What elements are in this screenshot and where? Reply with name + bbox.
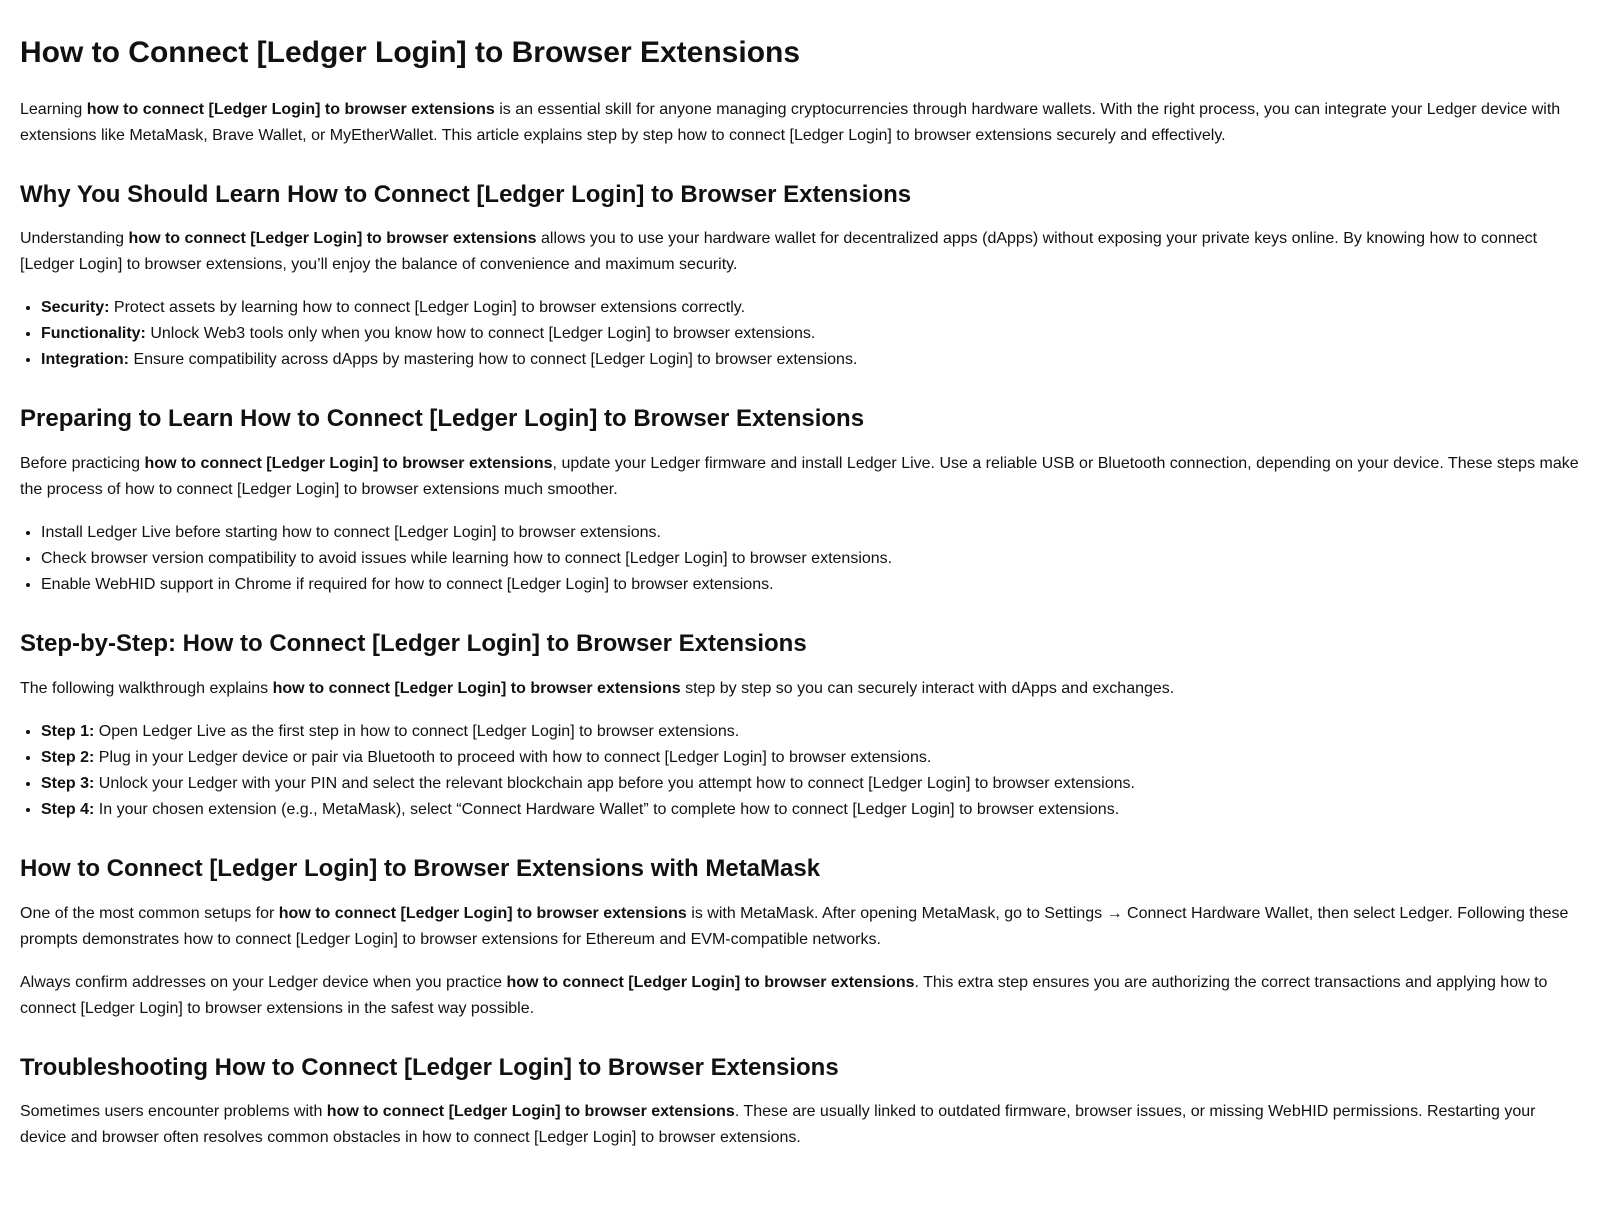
paragraph: Sometimes users encounter problems with how to connect [Ledger Login] to browser extensions. These are usually linked to outdated firmware, browser issues, or missing WebHID permissions. Restarting your device and browser often resolves common obstacles in how to connect [Ledger Login] to browser extensions. bbox=[20, 1103, 1536, 1147]
page-title: How to Connect [Ledger Login] to Browser Extensions bbox=[20, 36, 801, 69]
list-item: • Enable WebHID support in Chrome if required for how to connect [Ledger Login] to browser extensions. bbox=[41, 572, 1580, 598]
list-item: • Install Ledger Live before starting how to connect [Ledger Login] to browser extensions. bbox=[41, 520, 1580, 546]
bold-keyword: how to connect [Ledger Login] to browser extensions bbox=[278, 904, 687, 922]
section-heading: How to Connect [Ledger Login] to Browser Extensions with MetaMask bbox=[20, 854, 821, 882]
bold-keyword: how to connect [Ledger Login] to browser extensions bbox=[326, 1103, 735, 1121]
bold-keyword: Functionality: bbox=[41, 325, 146, 343]
bold-keyword: Security: bbox=[41, 299, 110, 317]
list-item: • Step 4: In your chosen extension (e.g., MetaMask), select “Connect Hardware Wallet” to complete how to connect [Ledger Login] to browser extensions. bbox=[41, 797, 1580, 823]
bold-keyword: Integration: bbox=[41, 351, 129, 369]
paragraph: Always confirm addresses on your Ledger device when you practice how to connect [Ledger Login] to browser extensions. This extra step ensures you are authorizing the correct transactions and applying how to connect [Ledger Login] to browser extensions in the safest way possible. bbox=[20, 973, 1548, 1017]
bold-keyword: Step 3: bbox=[41, 774, 95, 792]
list-item: • Step 3: Unlock your Ledger with your PIN and select the relevant blockchain app before you attempt how to connect [Ledger Login] to browser extensions. bbox=[41, 771, 1580, 797]
bullet-list bbox=[20, 719, 1580, 823]
bullet-list bbox=[20, 520, 1580, 598]
bold-keyword: how to connect [Ledger Login] to browser extensions bbox=[506, 973, 915, 991]
paragraph: One of the most common setups for how to connect [Ledger Login] to browser extensions is with MetaMask. After opening MetaMask, go to Settings → Connect Hardware Wallet, then select Ledger. Following these prompts demonstrates how to connect [Ledger Login] to browser extensions for Ethereum and EVM-compatible networks. bbox=[20, 904, 1569, 948]
section-heading: Why You Should Learn How to Connect [Ledger Login] to Browser Extensions bbox=[20, 180, 912, 208]
list-item: • Functionality: Unlock Web3 tools only when you know how to connect [Ledger Login] to browser extensions. bbox=[41, 321, 1580, 347]
bullet-list bbox=[20, 295, 1580, 373]
bold-keyword: Step 1: bbox=[41, 722, 95, 740]
bold-keyword: how to connect [Ledger Login] to browser extensions bbox=[86, 100, 495, 118]
section-heading: Preparing to Learn How to Connect [Ledger Login] to Browser Extensions bbox=[20, 405, 865, 433]
paragraph: Before practicing how to connect [Ledger Login] to browser extensions, update your Ledger firmware and install Ledger Live. Use a reliable USB or Bluetooth connection, depending on your device. These steps make the process of how to connect [Ledger Login] to browser extensions much smoother. bbox=[20, 455, 1579, 499]
bold-keyword: how to connect [Ledger Login] to browser extensions bbox=[144, 455, 553, 473]
bold-keyword: how to connect [Ledger Login] to browser extensions bbox=[272, 679, 681, 697]
list-item: • Step 2: Plug in your Ledger device or pair via Bluetooth to proceed with how to connect [Ledger Login] to browser extensions. bbox=[41, 745, 1580, 771]
section-heading: Step-by-Step: How to Connect [Ledger Login] to Browser Extensions bbox=[20, 630, 807, 658]
bold-keyword: Step 2: bbox=[41, 748, 95, 766]
paragraph: The following walkthrough explains how to connect [Ledger Login] to browser extensions step by step so you can securely interact with dApps and exchanges. bbox=[20, 679, 1175, 697]
bold-keyword: Step 4: bbox=[41, 800, 95, 818]
section-heading: Troubleshooting How to Connect [Ledger Login] to Browser Extensions bbox=[20, 1053, 839, 1081]
list-item: • Security: Protect assets by learning how to connect [Ledger Login] to browser extensions correctly. bbox=[41, 295, 1580, 321]
list-item: • Check browser version compatibility to avoid issues while learning how to connect [Ledger Login] to browser extensions. bbox=[41, 546, 1580, 572]
paragraph: Understanding how to connect [Ledger Login] to browser extensions allows you to use your hardware wallet for decentralized apps (dApps) without exposing your private keys online. By knowing how to connect [Ledger Login] to browser extensions, you’ll enjoy the balance of convenience and maximum security. bbox=[20, 230, 1538, 274]
list-item: • Integration: Ensure compatibility across dApps by mastering how to connect [Ledger Login] to browser extensions. bbox=[41, 347, 1580, 373]
article-body bbox=[20, 97, 1580, 1152]
list-item: • Step 1: Open Ledger Live as the first step in how to connect [Ledger Login] to browser extensions. bbox=[41, 719, 1580, 745]
bold-keyword: how to connect [Ledger Login] to browser extensions bbox=[128, 230, 537, 248]
paragraph: Learning how to connect [Ledger Login] to browser extensions is an essential skill for anyone managing cryptocurrencies through hardware wallets. With the right process, you can integrate your Ledger device with extensions like MetaMask, Brave Wallet, or MyEtherWallet. This article explains step by step how to connect [Ledger Login] to browser extensions securely and effectively. bbox=[20, 100, 1561, 144]
